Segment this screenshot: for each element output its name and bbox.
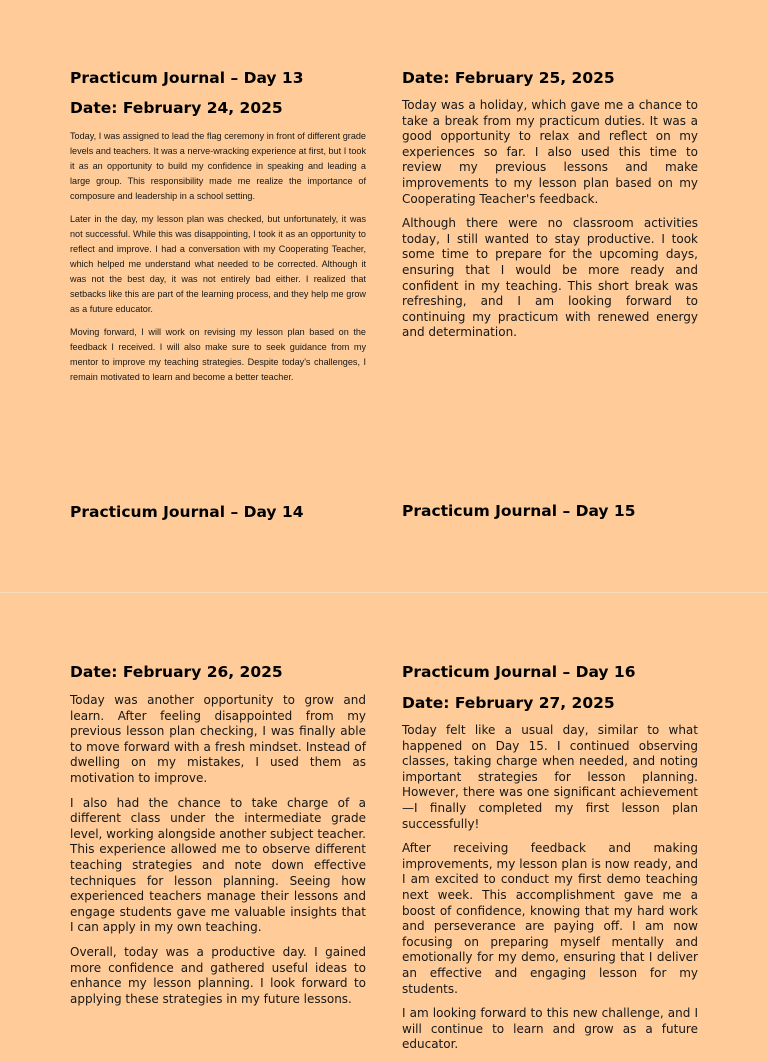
day16-paragraph-2: After receiving feedback and making improvements, my lesson plan is now ready, and I am excited to conduct my first demo teaching next week. This accomplishment gave me a boost of confidence, knowing that my hard work and perseverance are paying off. I am now focusing on preparing myself mentally and emotionally for my demo, ensuring that I deliver an effective and engaging lesson for my students. [402,841,698,996]
day15-paragraph-1: Today was another opportunity to grow and learn. After feeling disappointed from my previous lesson plan checking, I was finally able to move forward with a fresh mindset. Instead of dwelling on my mistakes, I used them as motivation to improve. [70,693,366,785]
day13-title: Practicum Journal – Day 13 [70,69,304,87]
day13-paragraph-3: Moving forward, I will work on revising my lesson plan based on the feedback I received. I will also make sure to seek guidance from my mentor to improve my teaching strategies. Despite today's challenges, I remain motivated to learn and become a better teacher. [70,327,366,382]
day13-paragraph-1: Today, I was assigned to lead the flag ceremony in front of different grade levels and teachers. It was a nerve-wracking experience at first, but I took it as an opportunity to build my confidence in speaking and leading a large group. This responsibility made me realize the importance of composure and leadership in a school setting. [70,131,366,201]
day14-paragraph-1: Today was a holiday, which gave me a chance to take a break from my practicum duties. It was a good opportunity to relax and reflect on my experiences so far. I also used this time to review my previous lessons and make improvements to my lesson plan based on my Cooperating Teacher's feedback. [402,98,698,206]
day15-entry [70,693,366,1016]
day16-title: Practicum Journal – Day 16 [402,663,636,681]
day15-date: Date: February 26, 2025 [70,663,283,681]
day16-entry [402,723,698,1062]
day16-paragraph-1: Today felt like a usual day, similar to what happened on Day 15. I continued observing classes, taking charge when needed, and noting important strategies for lesson planning. However, there was one significant achievement—I finally completed my first lesson plan successfully! [402,723,698,831]
day13-paragraph-2: Later in the day, my lesson plan was checked, but unfortunately, it was not successful. While this was disappointing, I took it as an opportunity to reflect and improve. I had a conversation with my Cooperating Teacher, which helped me understand what needed to be corrected. Although it was not the best day, it was not entirely bad either. I realized that setbacks like this are part of the learning process, and they help me grow as a future educator. [70,214,366,314]
day13-date: Date: February 24, 2025 [70,99,283,117]
day15-paragraph-2: I also had the chance to take charge of a different class under the intermediate grade level, working alongside another subject teacher. This experience allowed me to observe different teaching strategies and note down effective techniques for lesson planning. Seeing how experienced teachers manage their lessons and engage students gave me valuable insights that I can apply in my own teaching. [70,795,366,935]
day14-entry [402,98,698,350]
day15-title: Practicum Journal – Day 15 [402,502,636,520]
journal-page-bottom [0,593,768,1052]
day16-date: Date: February 27, 2025 [402,694,615,712]
day13-entry [70,129,366,393]
day14-paragraph-2: Although there were no classroom activities today, I still wanted to stay productive. I took some time to prepare for the upcoming days, ensuring that I would be more ready and confident in my teaching. This short break was refreshing, and I am looking forward to continuing my practicum with renewed energy and determination. [402,216,698,340]
day13-continued-date: Date: February 25, 2025 [402,69,615,87]
day14-title: Practicum Journal – Day 14 [70,503,304,521]
day16-paragraph-3: I am looking forward to this new challenge, and I will continue to learn and grow as a future educator. [402,1006,698,1052]
day15-paragraph-3: Overall, today was a productive day. I gained more confidence and gathered useful ideas to enhance my lesson planning. I look forward to applying these strategies in my future lessons. [70,944,366,1006]
